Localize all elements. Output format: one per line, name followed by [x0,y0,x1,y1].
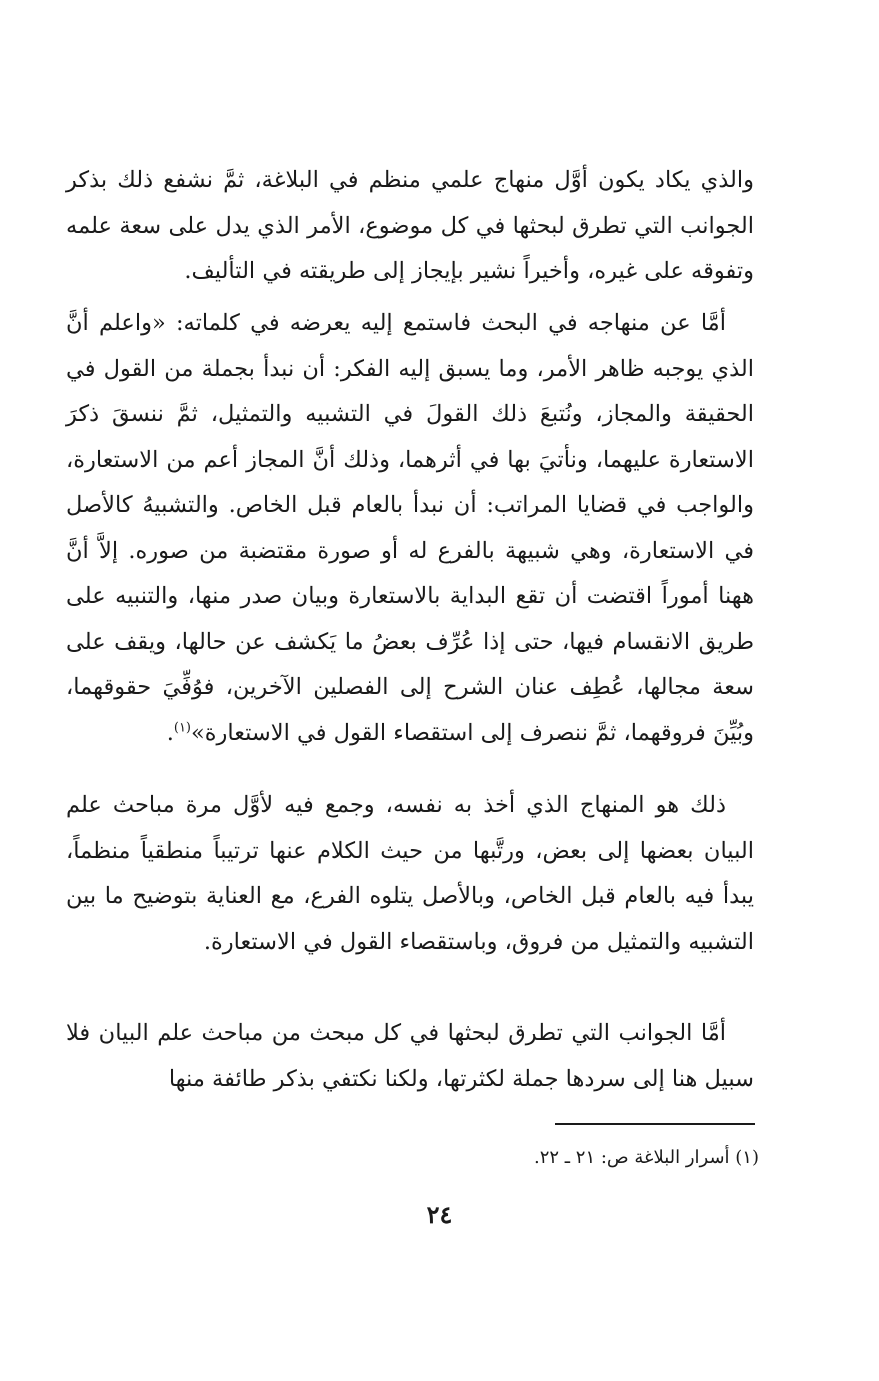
paragraph-method-summary: ذلك هو المنهاج الذي أخذ به نفسه، وجمع فيه لأوَّل مرة مباحث علم البيان بعضها إلى بعض، ورتَّبها من حيث الكلام عنها ترتيباً منطقياً منظماً، يبدأ فيه بالعام قبل الخاص، وبالأصل يتلوه الفرع، مع العناية بتوضيح ما بين التشبيه والتمثيل من فروق، وباستقصاء القول في الاستعارة. [66,792,754,955]
footnote: (١) أسرار البلاغة ص: ٢١ ـ ٢٢. [533,1147,759,1168]
paragraph-method-quote [66,301,754,756]
footnote-reference: (١) [173,720,191,735]
paragraph-intro: والذي يكاد يكون أوَّل منهاج علمي منظم في البلاغة، ثمَّ نشفع ذلك بذكر الجوانب التي تطرق لبحثها في كل موضوع، الأمر الذي يدل على سعة علمه وتفوقه على غيره، وأخيراً نشير بإيجاز إلى طريقته في التأليف. [66,167,754,284]
paragraph-end-mark: . [166,719,174,746]
page-number: ٢٤ [426,1200,453,1229]
footnote-divider [555,1123,755,1125]
paragraph-aspects: أمَّا الجوانب التي تطرق لبحثها في كل مبحث من مباحث علم البيان فلا سبيل هنا إلى سردها جملة لكثرتها، ولكنا نكتفي بذكر طائفة منها [66,1020,754,1092]
paragraph-method-quote-text: أمَّا عن منهاجه في البحث فاستمع إليه يعرضه في كلماته: «واعلم أنَّ الذي يوجبه ظاهر الأمر، وما يسبق إليه الفكر: أن نبدأ بجملة من القول في الحقيقة والمجاز، ونُتبعَ ذلك القولَ في التشبيه والتمثيل، ثمَّ ننسقَ ذكرَ الاستعارة عليهما، ونأتيَ بها في أثرهما، وذلك أنَّ المجاز أعم من الاستعارة، والواجب في قضايا المراتب: أن نبدأ بالعام قبل الخاص. والتشبيهُ كالأصل في الاستعارة، وهي شبيهة بالفرع له أو صورة مقتضبة من صوره. إلاَّ أنَّ ههنا أموراً اقتضت أن تقع البداية بالاستعارة وبيان صدر منها، والتنبيه على طريق الانقسام فيها، حتى إذا عُرِّف بعضُ ما يَكشف عن حالها، ويقف على سعة مجالها، عُطِف عنان الشرح إلى الفصلين الآخرين، فوُفِّيَ حقوقهما، وبُيِّنَ فروقهما، ثمَّ ننصرف إلى استقصاء القول في الاستعارة» [66,310,754,746]
